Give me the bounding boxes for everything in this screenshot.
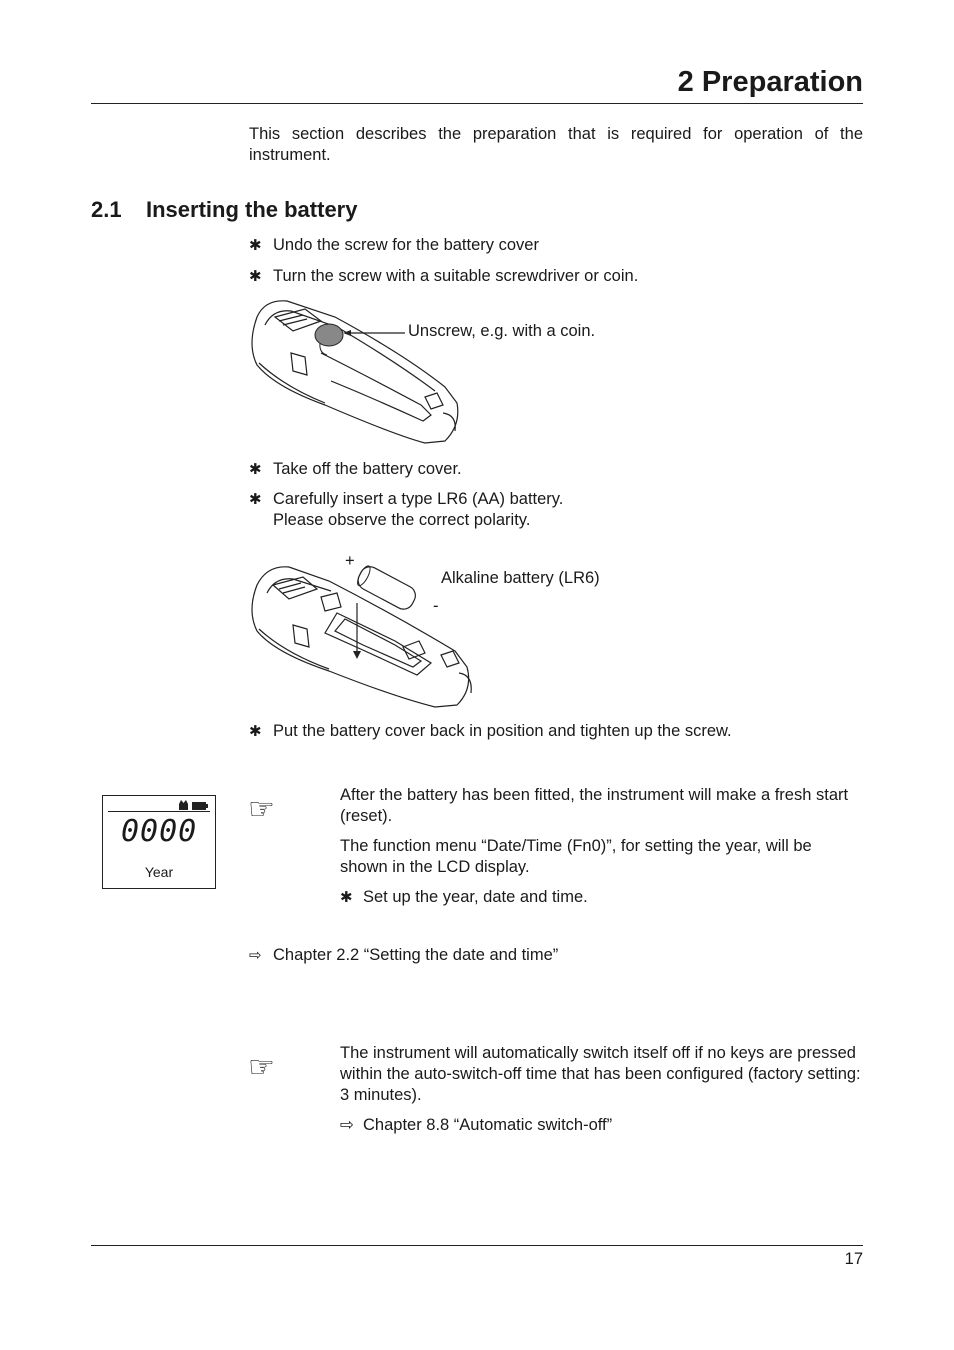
step-item xyxy=(249,459,462,480)
step-text-continued: Please observe the correct polarity. xyxy=(273,511,531,529)
note-block xyxy=(340,785,863,908)
note-paragraph: The instrument will automatically switch itself off if no keys are pressed within the auto-switch-off time that has been configured (factory setting: 3 minutes). xyxy=(340,1044,861,1104)
lcd-digits: 0000 xyxy=(121,814,198,849)
lcd-status-icons xyxy=(177,799,209,811)
note-step xyxy=(340,887,863,908)
figure1-label: Unscrew, e.g. with a coin. xyxy=(408,322,596,340)
lcd-year-label: Year xyxy=(144,864,174,880)
section-number: 2.1 xyxy=(91,197,122,222)
step-text: Take off the battery cover. xyxy=(273,460,462,478)
step-item xyxy=(249,235,539,256)
cross-reference-text: Chapter 2.2 “Setting the date and time” xyxy=(273,946,559,964)
bullet-asterisk-icon: ✱ xyxy=(249,491,262,508)
lcd-divider xyxy=(108,811,210,812)
device-unscrew-illustration xyxy=(245,295,475,447)
note-block xyxy=(340,1043,863,1136)
page-number: 17 xyxy=(844,1250,863,1268)
cross-reference xyxy=(249,945,558,966)
pointing-hand-icon: ☞ xyxy=(248,792,275,827)
arrow-right-icon: ⇨ xyxy=(249,947,262,964)
figure2-label: Alkaline battery (LR6) xyxy=(441,569,600,587)
step-text: Turn the screw with a suitable screwdriver or coin. xyxy=(273,267,639,285)
footer-rule xyxy=(91,1245,863,1246)
step-item xyxy=(249,489,563,531)
bullet-asterisk-icon: ✱ xyxy=(249,723,262,740)
bullet-asterisk-icon: ✱ xyxy=(340,889,353,906)
bullet-asterisk-icon: ✱ xyxy=(249,461,262,478)
note-paragraph: The function menu “Date/Time (Fn0)”, for setting the year, will be shown in the LCD display. xyxy=(340,837,812,876)
step-text: Carefully insert a type LR6 (AA) battery. xyxy=(273,490,564,508)
cross-reference xyxy=(340,1115,863,1136)
step-text: Put the battery cover back in position and tighten up the screw. xyxy=(273,722,732,740)
cross-reference-text: Chapter 8.8 “Automatic switch-off” xyxy=(363,1116,613,1134)
battery-minus-sign: - xyxy=(433,597,439,615)
chapter-title: 2 Preparation xyxy=(677,66,863,98)
bullet-asterisk-icon: ✱ xyxy=(249,237,262,254)
step-item xyxy=(249,266,638,287)
bullet-asterisk-icon: ✱ xyxy=(249,268,262,285)
battery-plus-sign: + xyxy=(345,552,355,570)
note-step-text: Set up the year, date and time. xyxy=(363,888,588,906)
step-text: Undo the screw for the battery cover xyxy=(273,236,539,254)
pointing-hand-icon: ☞ xyxy=(248,1050,275,1085)
arrow-right-icon: ⇨ xyxy=(340,1116,354,1134)
note-paragraph: After the battery has been fitted, the instrument will make a fresh start (reset). xyxy=(340,786,849,825)
section-title: Inserting the battery xyxy=(146,197,358,222)
section-heading xyxy=(91,196,357,224)
lcd-display xyxy=(102,795,216,889)
step-item xyxy=(249,721,732,742)
intro-paragraph: This section describes the preparation that is required for operation of the instrument. xyxy=(249,125,863,164)
header-rule xyxy=(91,103,863,104)
